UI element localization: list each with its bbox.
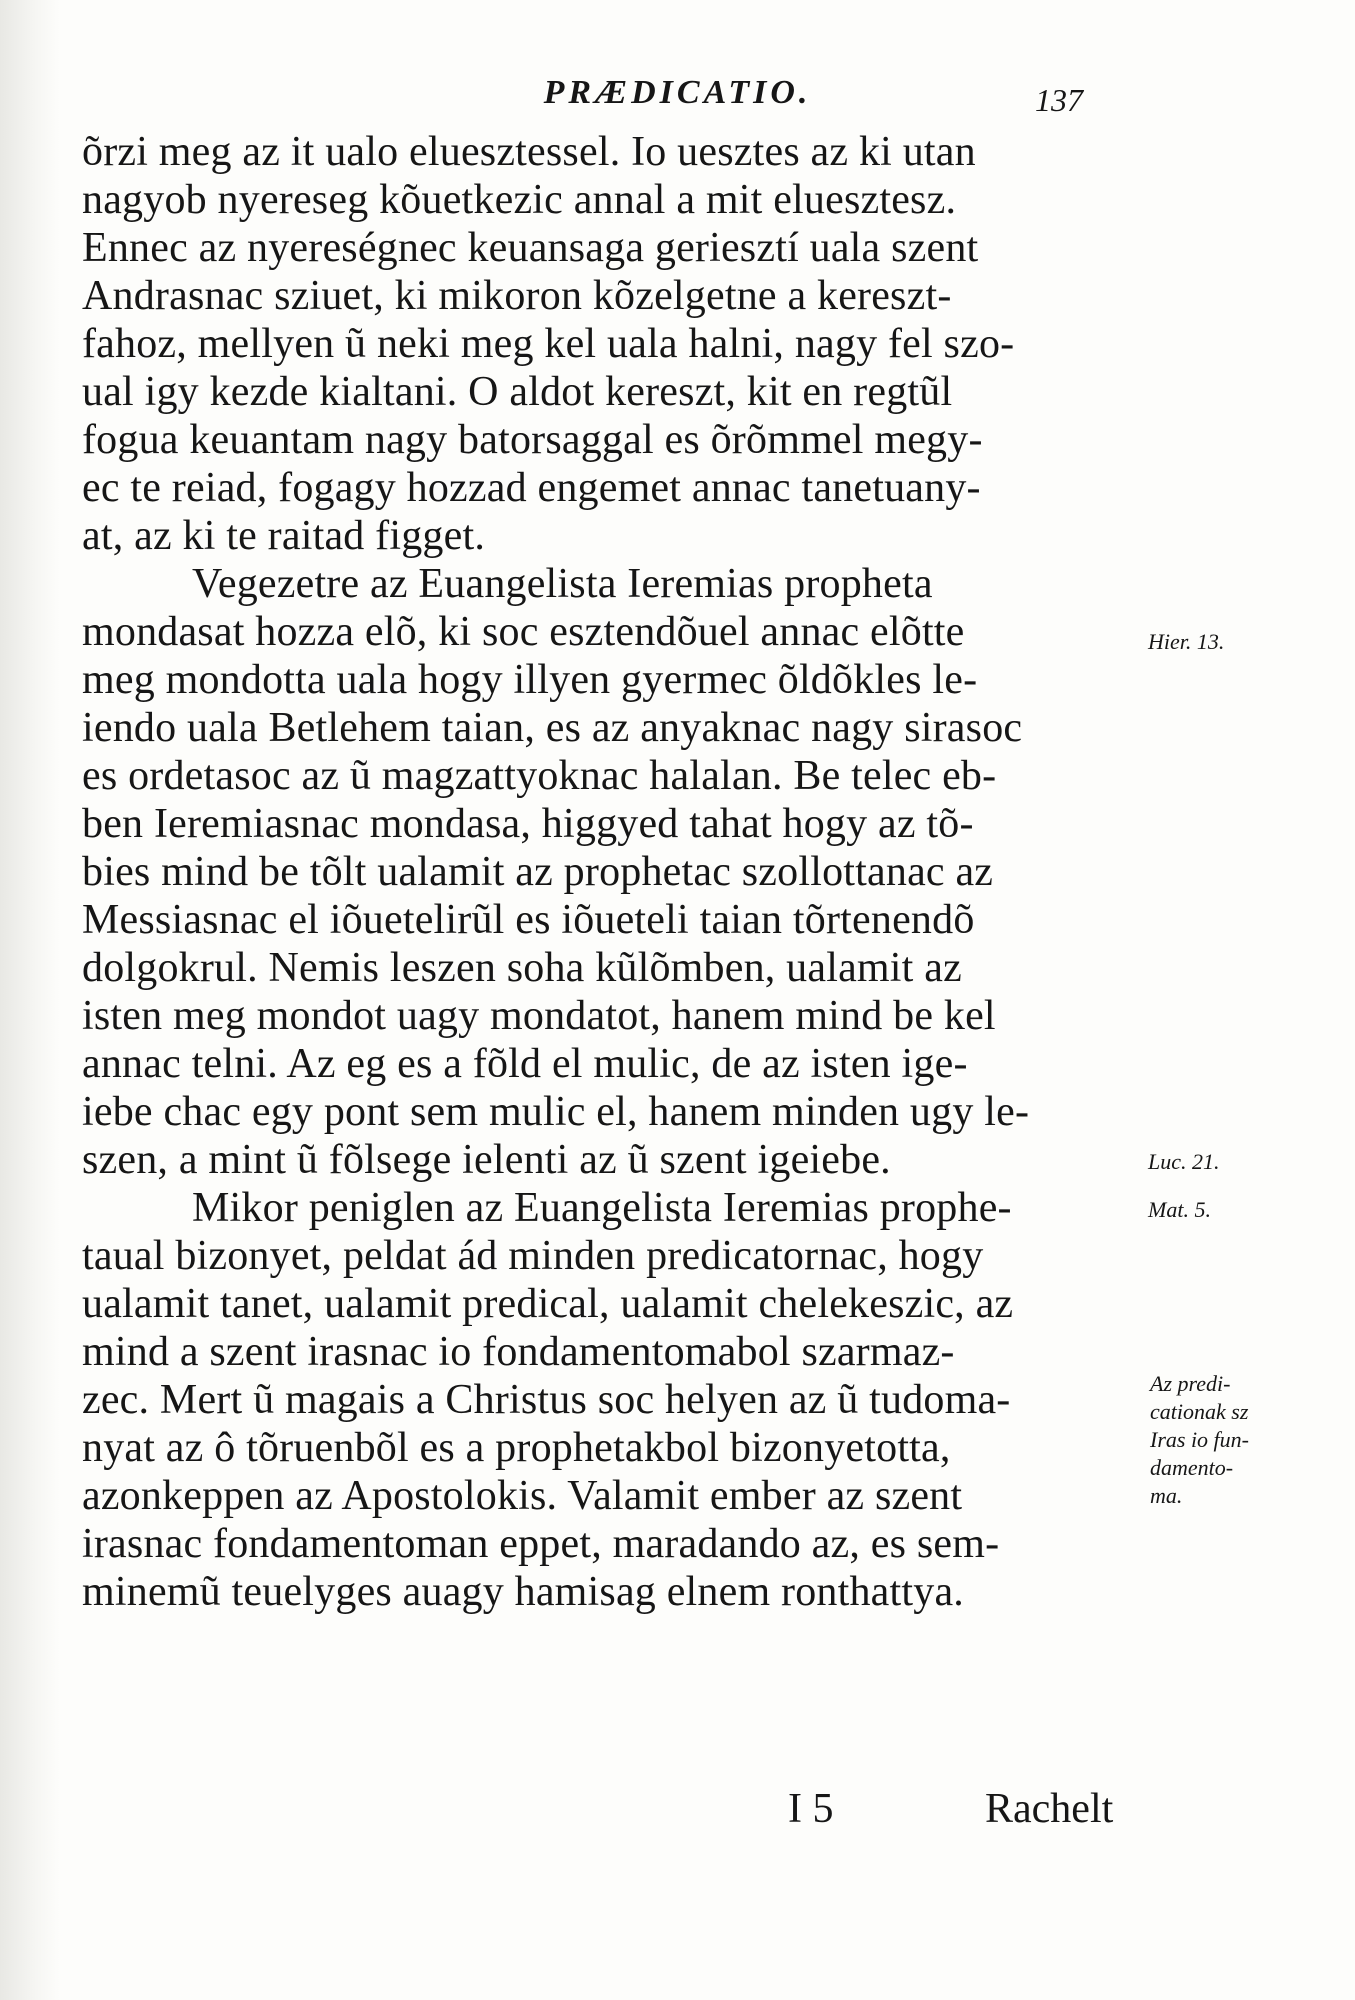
margin-note-predicationak-5: ma. <box>1150 1483 1183 1508</box>
text-line: nagyob nyereseg kõuetkezic annal a mit eluesztesz. <box>82 177 957 223</box>
margin-note-predicationak-3: Iras io fun- <box>1150 1427 1249 1452</box>
text-line: szen, a mint ũ fõlsege ielenti az ũ szent igeiebe. <box>82 1137 891 1183</box>
text-line: dolgokrul. Nemis leszen soha kũlõmben, ualamit az <box>82 945 962 991</box>
page-number: 137 <box>1035 82 1083 118</box>
text-line: Andrasnac sziuet, ki mikoron kõzelgetne a kereszt- <box>82 273 952 319</box>
body-text <box>82 128 1142 1616</box>
text-line: isten meg mondot uagy mondatot, hanem mind be kel <box>82 993 996 1039</box>
text-line: fahoz, mellyen ũ neki meg kel uala halni, nagy fel szo- <box>82 321 1015 367</box>
text-line: minemũ teuelyges auagy hamisag elnem ronthattya. <box>82 1569 965 1615</box>
text-line: nyat az ô tõruenbõl es a prophetakbol bizonyetotta, <box>82 1425 951 1471</box>
text-line: irasnac fondamentoman eppet, maradando az, es sem- <box>82 1521 1000 1567</box>
margin-note-mat: Mat. 5. <box>1148 1197 1211 1222</box>
text-line: iendo uala Betlehem taian, es az anyaknac nagy sirasoc <box>82 705 1023 751</box>
text-line: ben Ieremiasnac mondasa, higgyed tahat hogy az tõ- <box>82 801 974 847</box>
text-line: õrzi meg az it ualo eluesztessel. Io uesztes az ki utan <box>82 129 976 175</box>
text-line: Mikor peniglen az Euangelista Ieremias prophe- <box>192 1185 1012 1231</box>
scan-edge-shadow <box>0 0 60 2000</box>
text-line: ec te reiad, fogagy hozzad engemet annac tanetuany- <box>82 465 981 511</box>
running-title: PRÆDICATIO. <box>543 74 812 111</box>
text-line: ualamit tanet, ualamit predical, ualamit chelekeszic, az <box>82 1281 1014 1327</box>
text-line: mind a szent irasnac io fondamentomabol szarmaz- <box>82 1329 955 1375</box>
text-line: zec. Mert ũ magais a Christus soc helyen az ũ tudoma- <box>82 1377 1011 1423</box>
margin-note-predicationak-4: damento- <box>1150 1455 1234 1480</box>
signature-mark: I 5 <box>788 1786 834 1832</box>
text-line: ual igy kezde kialtani. O aldot kereszt, kit en regtũl <box>82 369 953 415</box>
text-line: bies mind be tõlt ualamit az prophetac szollottanac az <box>82 849 994 895</box>
text-line: fogua keuantam nagy batorsaggal es õrõmmel megy- <box>82 417 983 463</box>
text-line: es ordetasoc az ũ magzattyoknac halalan. Be telec eb- <box>82 753 997 799</box>
text-line: Vegezetre az Euangelista Ieremias propheta <box>192 561 933 607</box>
page-footer <box>0 1785 1355 1835</box>
text-line: mondasat hozza elõ, ki soc esztendõuel annac elõtte <box>82 609 965 655</box>
text-line: taual bizonyet, peldat ád minden predicatornac, hogy <box>82 1233 984 1279</box>
margin-note-luc: Luc. 21. <box>1148 1149 1220 1174</box>
margin-note-predicationak-1: Az predi- <box>1150 1371 1231 1396</box>
margin-note-predicationak-2: cationak sz <box>1150 1399 1249 1424</box>
text-line: Ennec az nyereségnec keuansaga geriesztí uala szent <box>82 225 979 271</box>
text-line: azonkeppen az Apostolokis. Valamit ember az szent <box>82 1473 963 1519</box>
text-line: Messiasnac el iõuetelirũl es iõueteli taian tõrtenendõ <box>82 897 975 943</box>
text-line: iebe chac egy pont sem mulic el, hanem minden ugy le- <box>82 1089 1030 1135</box>
text-line: annac telni. Az eg es a fõld el mulic, de az isten ige- <box>82 1041 968 1087</box>
margin-note-hier: Hier. 13. <box>1148 629 1225 654</box>
text-line: meg mondotta uala hogy illyen gyermec õldõkles le- <box>82 657 978 703</box>
text-line: at, az ki te raitad figget. <box>82 513 486 559</box>
catchword: Rachelt <box>985 1786 1114 1832</box>
